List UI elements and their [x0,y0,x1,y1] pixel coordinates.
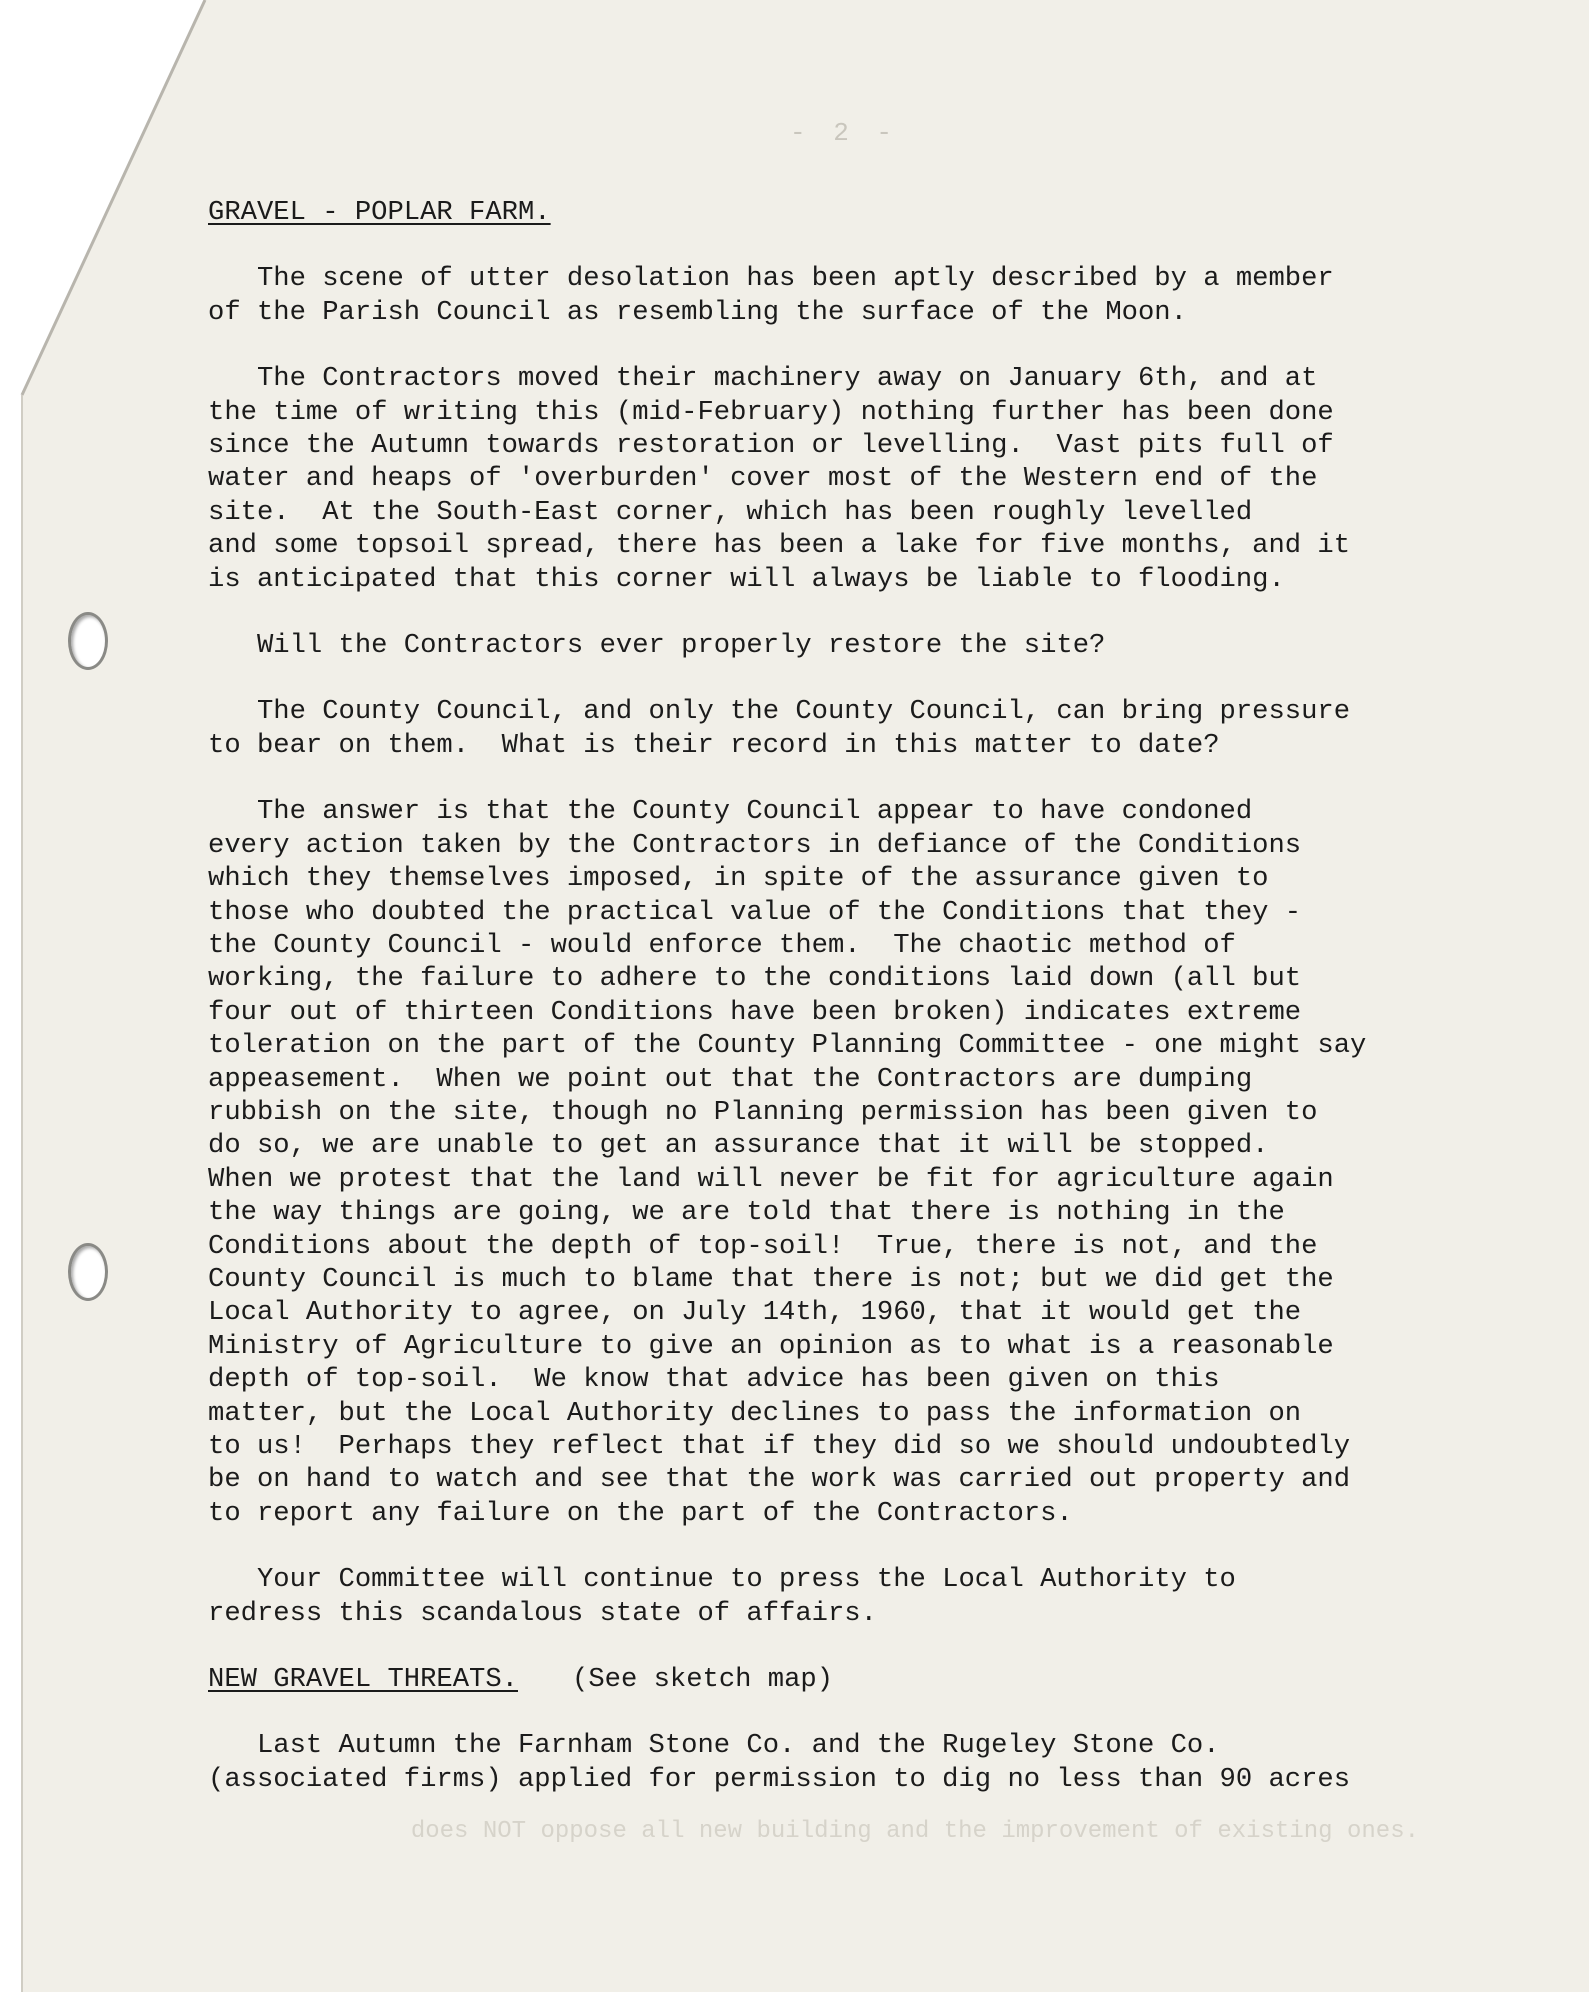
text-line: to report any failure on the part of the Contractors. [208,1497,1073,1529]
text-line: The Contractors moved their machinery away on January 6th, and at [208,363,1318,395]
paragraph [208,1563,1428,1630]
text-line: water and heaps of 'overburden' cover most of the Western end of the [208,463,1318,495]
text-line: the County Council - would enforce them. The chaotic method of [208,929,1236,961]
text-line: rubbish on the site, though no Planning permission has been given to [208,1096,1318,1128]
text-line: County Council is much to blame that there is not; but we did get the [208,1263,1334,1295]
text-line: The answer is that the County Council appear to have condoned [208,796,1253,828]
paragraph [208,695,1428,762]
text-line: do so, we are unable to get an assurance that it will be stopped. [208,1130,1269,1162]
punch-hole-top [68,612,108,670]
text-line: to bear on them. What is their record in this matter to date? [208,729,1220,761]
text-line: every action taken by the Contractors in defiance of the Conditions [208,829,1302,861]
text-line: site. At the South-East corner, which has been roughly levelled [208,496,1253,528]
text-line: Your Committee will continue to press the Local Authority to [208,1564,1236,1596]
text-line: When we protest that the land will never be fit for agriculture again [208,1163,1334,1195]
bleed-through-text: does NOT oppose all new building and the improvement of existing ones. [410,1818,1419,1845]
text-line: Will the Contractors ever properly restore the site? [208,630,1106,662]
text-line: and some topsoil spread, there has been a lake for five months, and it [208,530,1351,562]
text-line: to us! Perhaps they reflect that if they did so we should undoubtedly [208,1431,1351,1462]
text-line: the way things are going, we are told that there is nothing in the [208,1197,1285,1229]
text-line: Last Autumn the Farnham Stone Co. and the Rugeley Stone Co. [208,1730,1220,1762]
text-line: which they themselves imposed, in spite of the assurance given to [208,863,1269,895]
document-body [208,196,1428,1796]
text-line: The County Council, and only the County Council, can bring pressure [208,696,1351,728]
text-line: The scene of utter desolation has been aptly described by a member [208,263,1334,295]
text-line: of the Parish Council as resembling the surface of the Moon. [208,296,1187,328]
text-line: Conditions about the depth of top-soil! True, there is not, and the [208,1230,1318,1262]
text-line: the time of writing this (mid-February) nothing further has been done [208,396,1334,428]
text-line: four out of thirteen Conditions have been broken) indicates extreme [208,996,1302,1028]
paragraph [208,262,1428,329]
paragraph [208,795,1428,1530]
text-line: Ministry of Agriculture to give an opinion as to what is a reasonable [208,1330,1334,1362]
punch-hole-bottom [68,1243,108,1301]
text-line: depth of top-soil. We know that advice has been given on this [208,1364,1220,1396]
text-line: Local Authority to agree, on July 14th, 1960, that it would get the [208,1297,1302,1329]
text-line: be on hand to watch and see that the work was carried out property and [208,1464,1351,1496]
paragraph [208,629,1428,662]
sketch-map-note: (See sketch map) [572,1664,834,1696]
text-line: appeasement. When we point out that the Contractors are dumping [208,1063,1253,1095]
text-line: matter, but the Local Authority declines to pass the information on [208,1397,1302,1429]
text-line: redress this scandalous state of affairs. [208,1597,877,1629]
text-line: since the Autumn towards restoration or levelling. Vast pits full of [208,430,1334,462]
section-heading-row [208,1663,1428,1696]
page-number: - 2 - [790,118,899,148]
text-line: working, the failure to adhere to the conditions laid down (all but [208,963,1302,995]
paragraph [208,1729,1428,1796]
paragraph [208,362,1428,596]
section-heading-gravel-poplar-farm: GRAVEL - POPLAR FARM. [208,197,551,228]
section-heading-new-gravel-threats: NEW GRAVEL THREATS. [208,1664,518,1696]
text-line: (associated firms) applied for permission to dig no less than 90 acres [208,1763,1351,1795]
text-line: toleration on the part of the County Planning Committee - one might say [208,1030,1367,1062]
text-line: is anticipated that this corner will always be liable to flooding. [208,563,1285,595]
text-line: those who doubted the practical value of the Conditions that they - [208,896,1302,928]
